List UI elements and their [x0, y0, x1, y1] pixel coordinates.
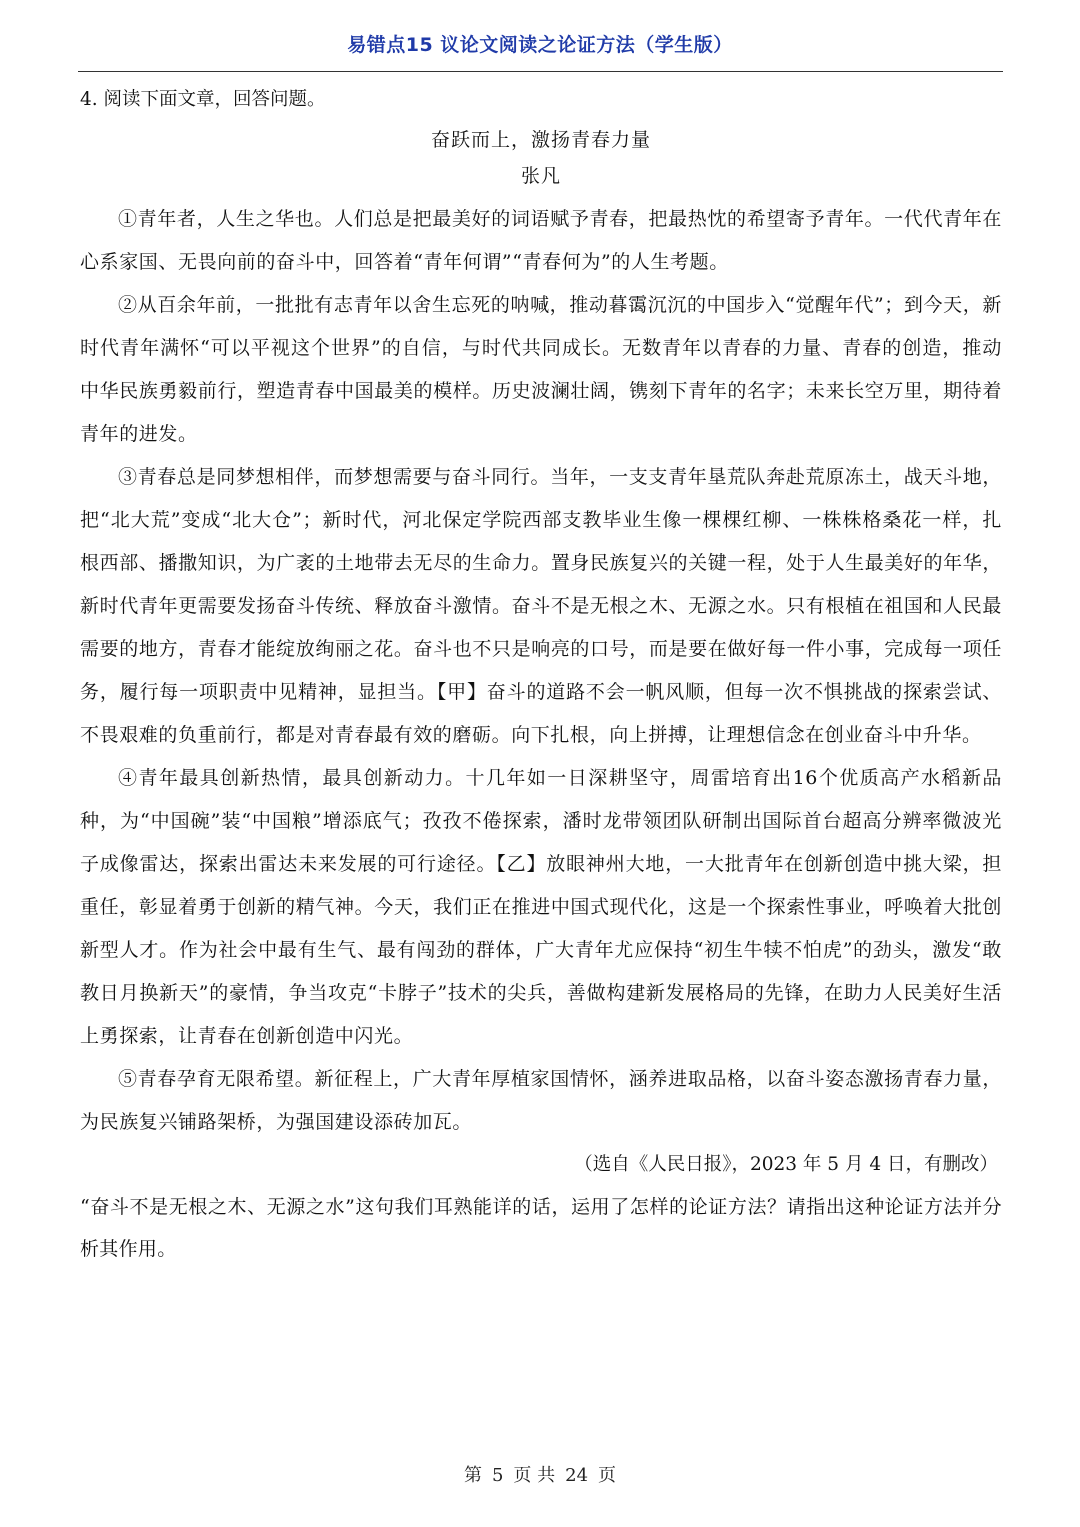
question-text: “奋斗不是无根之木、无源之水”这句我们耳熟能详的话，运用了怎样的论证方法？请指出这种论证方法并分析其作用。 [80, 1196, 1002, 1260]
footer-current-page: 5 [491, 1465, 504, 1486]
page-footer [0, 1461, 1080, 1487]
article-title: 奋跃而上，激扬青春力量 [430, 129, 651, 151]
article-author: 张凡 [520, 165, 561, 187]
article-paragraph-3: ③青春总是同梦想相伴，而梦想需要与奋斗同行。当年，一支支青年垦荒队奔赴荒原冻土，战天斗地，把“北大荒”变成“北大仓”；新时代，河北保定学院西部支教毕业生像一棵棵红柳、一株株格桑花一样，扎根西部、播撒知识，为广袤的土地带去无尽的生命力。置身民族复兴的关键一程，处于人生最美好的年华，新时代青年更需要发扬奋斗传统、释放奋斗激情。奋斗不是无根之木、无源之水。只有根植在祖国和人民最需要的地方，青春才能绽放绚丽之花。奋斗也不只是响亮的口号，而是要在做好每一件小事，完成每一项任务，履行每一项职责中见精神，显担当。【甲】奋斗的道路不会一帆风顺，但每一次不惧挑战的探索尝试、不畏艰难的负重前行，都是对青春最有效的磨砺。向下扎根，向上拼搏，让理想信念在创业奋斗中升华。 [80, 466, 1002, 746]
article-paragraph-1: ①青年者，人生之华也。人们总是把最美好的词语赋予青春，把最热忱的希望寄予青年。一代代青年在心系家国、无畏向前的奋斗中，回答着“青年何谓”“青春何为”的人生考题。 [80, 208, 1002, 273]
article-source: （选自《人民日报》，2023 年 5 月 4 日，有删改） [574, 1154, 998, 1175]
article-paragraph-2: ②从百余年前，一批批有志青年以舍生忘死的呐喊，推动暮霭沉沉的中国步入“觉醒年代”；到今天，新时代青年满怀“可以平视这个世界”的自信，与时代共同成长。无数青年以青春的力量、青春的创造，推动中华民族勇毅前行，塑造青春中国最美的模样。历史波澜壮阔，镌刻下青年的名字；未来长空万里，期待着青年的进发。 [80, 294, 1002, 445]
header-divider [78, 71, 1003, 72]
article-paragraph-4: ④青年最具创新热情，最具创新动力。十几年如一日深耕坚守，周雷培育出16个优质高产水稻新品种，为“中国碗”装“中国粮”增添底气；孜孜不倦探索，潘时龙带领团队研制出国际首台超高分辨率微波光子成像雷达，探索出雷达未来发展的可行途径。【乙】放眼神州大地，一大批青年在创新创造中挑大梁，担重任，彰显着勇于创新的精气神。今天，我们正在推进中国式现代化，这是一个探索性事业，呼唤着大批创新型人才。作为社会中最有生气、最有闯劲的群体，广大青年尤应保持“初生牛犊不怕虎”的劲头，激发“敢教日月换新天”的豪情，争当攻克“卡脖子”技术的尖兵，善做构建新发展格局的先锋，在助力人民美好生活上勇探索，让青春在创新创造中闪光。 [80, 767, 1002, 1047]
footer-suffix: 页 [598, 1465, 617, 1486]
document-body [80, 82, 1002, 1270]
article-paragraph-5: ⑤青春孕育无限希望。新征程上，广大青年厚植家国情怀，涵养进取品格，以奋斗姿态激扬青春力量，为民族复兴铺路架桥，为强国建设添砖加瓦。 [80, 1068, 1002, 1133]
footer-middle: 页 共 [513, 1465, 556, 1486]
footer-prefix: 第 [463, 1465, 482, 1486]
question-intro: 4. 阅读下面文章，回答问题。 [80, 89, 326, 110]
page-header-title: 易错点15 议论文阅读之论证方法（学生版） [347, 34, 733, 56]
footer-total-pages: 24 [565, 1465, 589, 1486]
